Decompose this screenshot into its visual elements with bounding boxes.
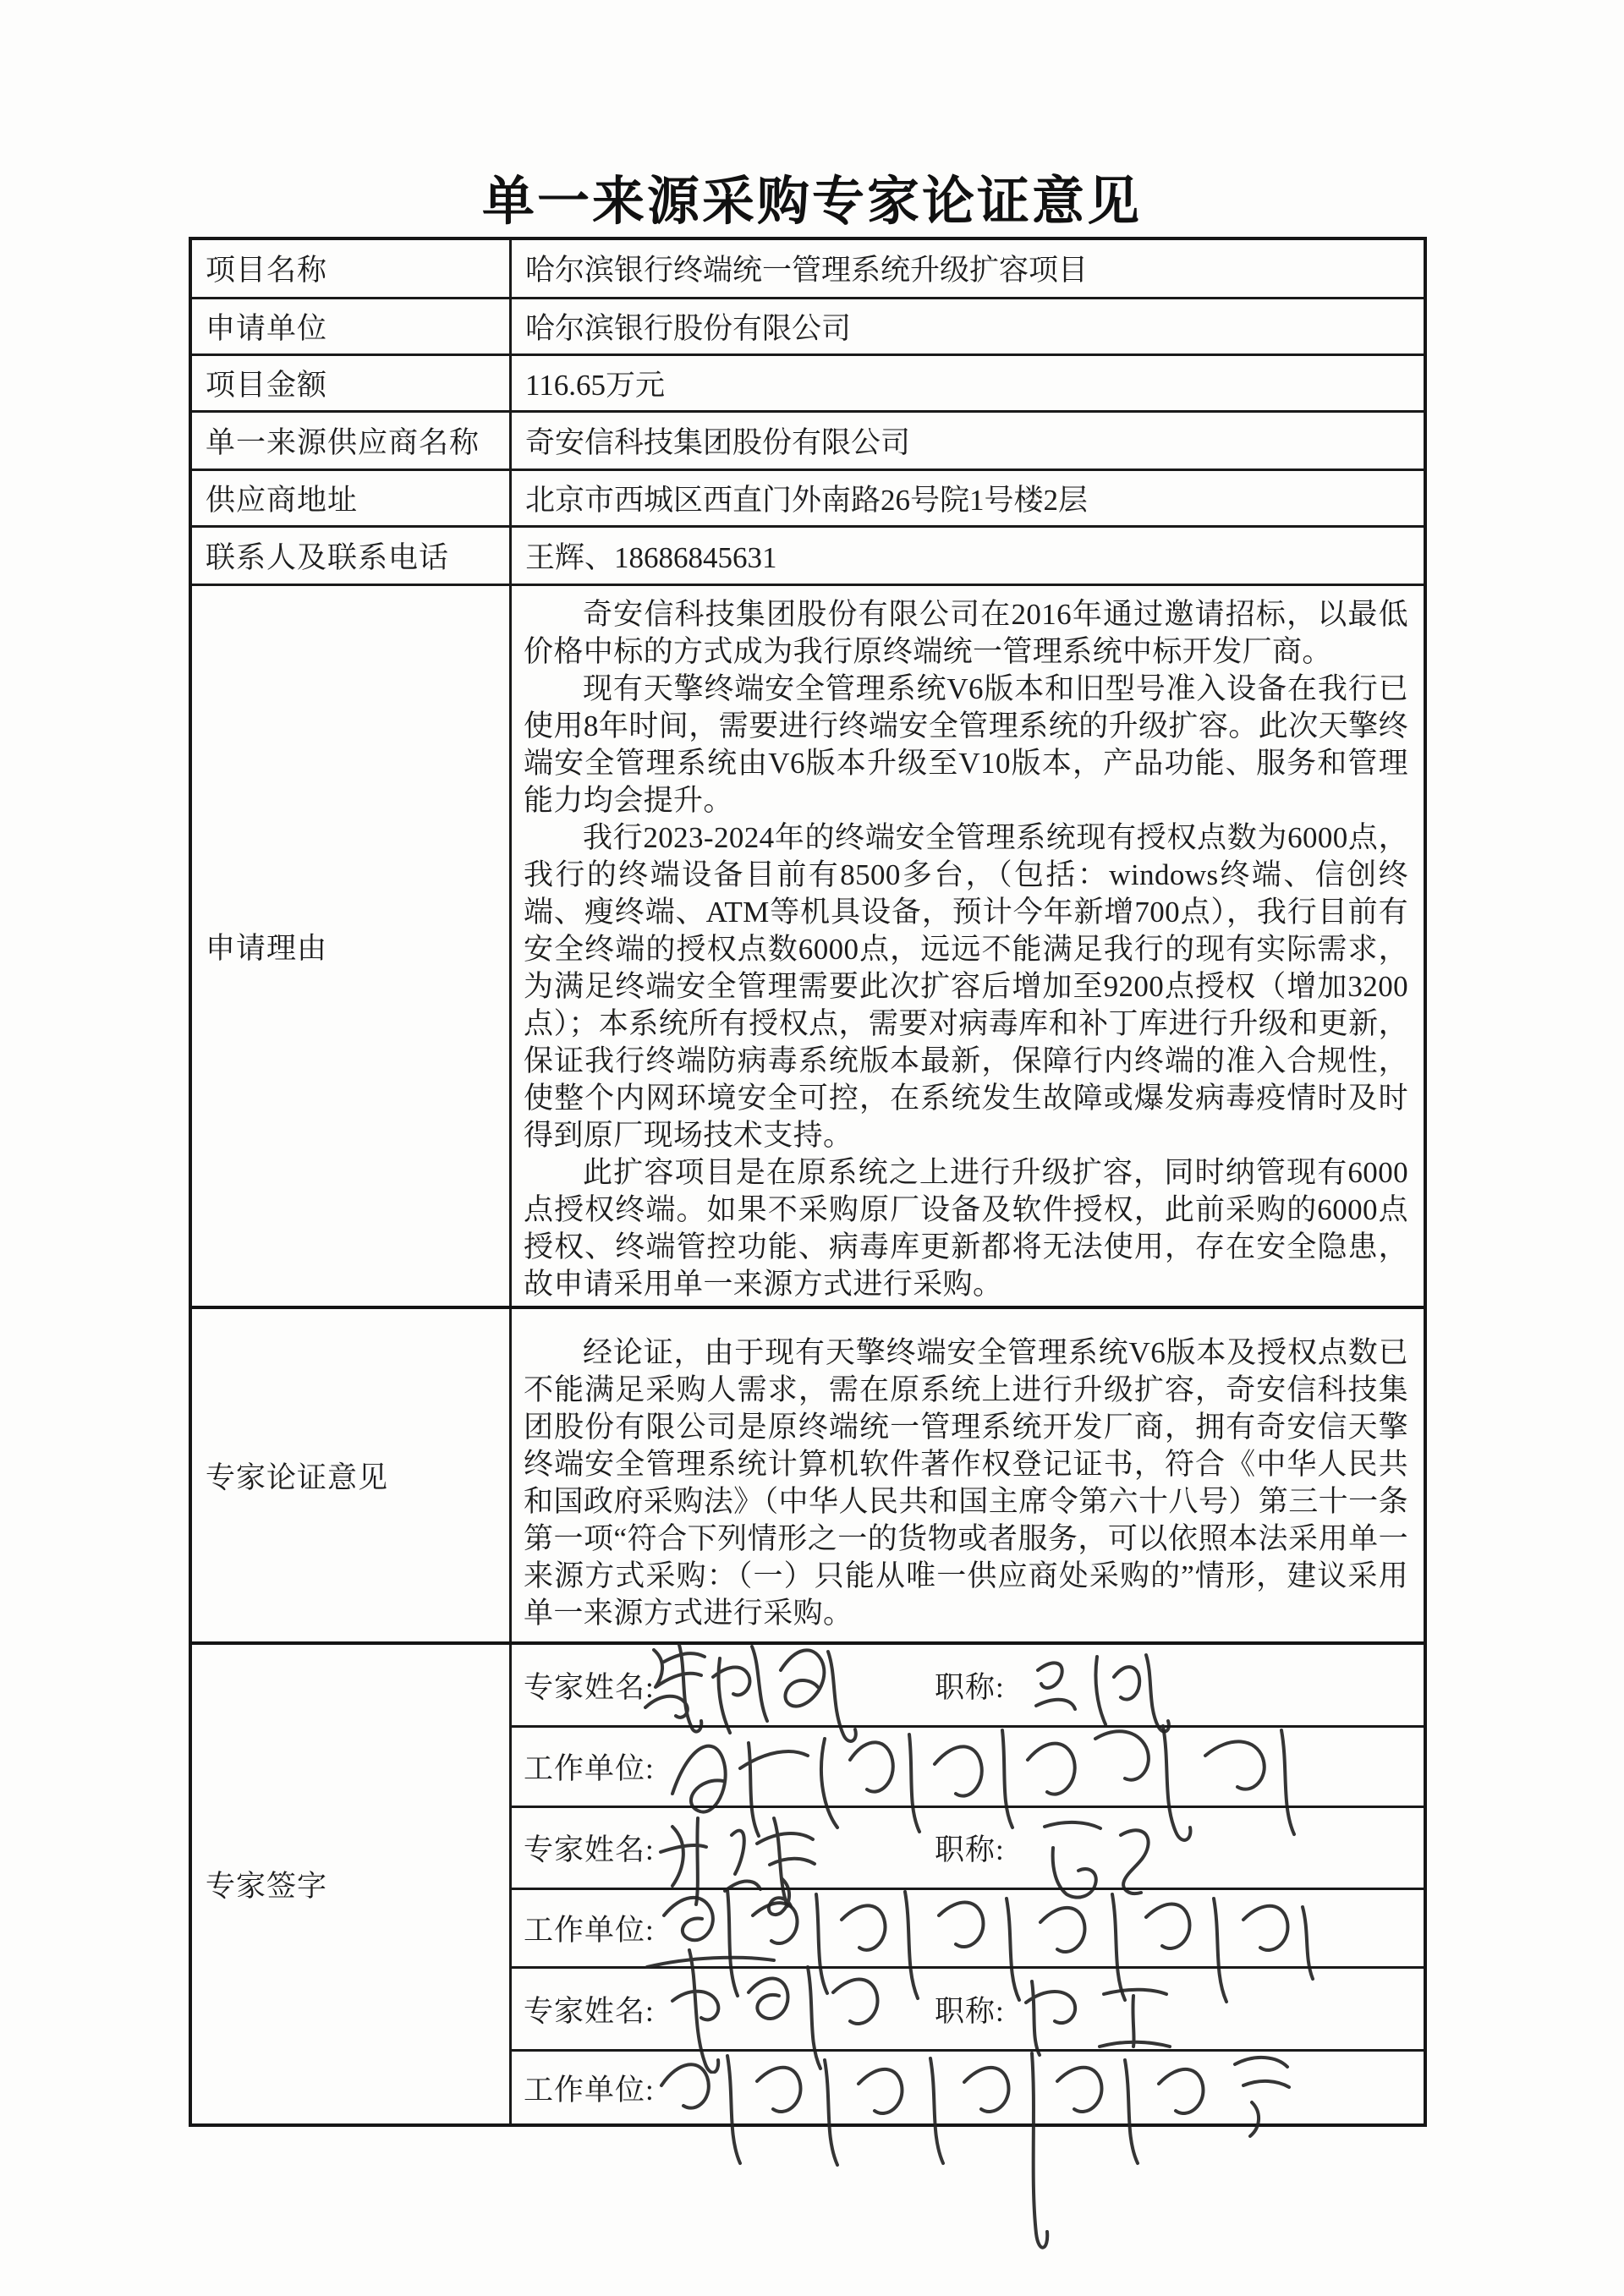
apply-reason-paragraph: 我行2023-2024年的终端安全管理系统现有授权点数为6000点，我行的终端设备目前有8500多台，（包括：windows终端、信创终端、瘦终端、ATM等机具设备，预计今年新增700点），我行目前有安全终端的授权点数6000点，远远不能满足我行的现有实际需求，为满足终端安全管理需要此次扩容后增加至9200点授权（增加3200点）；本系统所有授权点，需要对病毒库和补丁库进行升级和更新，保证我行终端防病毒系统版本最新，保障行内终端的准入合规性，使整个内网环境安全可控，在系统发生故障或爆发病毒疫情时及时得到原厂现场技术支持。 <box>524 820 1408 1152</box>
table-row <box>192 469 1424 525</box>
signature-row-expert2-name <box>512 1806 1424 1888</box>
signature-expert3-unit <box>651 2018 1345 2263</box>
table-row <box>192 353 1424 411</box>
table-row <box>192 240 1424 297</box>
signature-block <box>192 1641 1424 2123</box>
signature-row-expert1-name <box>512 1645 1424 1725</box>
row-label-project-name: 项目名称 <box>192 240 512 297</box>
signature-row-expert2-unit <box>512 1888 1424 1966</box>
apply-reason-paragraph: 奇安信科技集团股份有限公司在2016年通过邀请招标，以最低价格中标的方式成为我行原终端统一管理系统中标开发厂商。 <box>524 597 1408 668</box>
table-row <box>192 525 1424 584</box>
row-value-applicant: 哈尔滨银行股份有限公司 <box>525 311 852 345</box>
expert-name-label: 专家姓名: <box>524 1994 655 2028</box>
expert-opinion-label: 专家论证意见 <box>192 1309 512 1641</box>
expert-name-label: 专家姓名: <box>524 1670 655 1704</box>
expert-opinion-row <box>192 1306 1424 1641</box>
expert-title-label: 职称: <box>935 1833 1005 1867</box>
expert-opinion-text <box>512 1309 1424 1641</box>
row-value-amount: 116.65万元 <box>525 368 665 402</box>
apply-reason-paragraph: 此扩容项目是在原系统之上进行升级扩容，同时纳管现有6000点授权终端。如果不采购原厂设备及软件授权，此前采购的6000点授权、终端管控功能、病毒库更新都将无法使用，存在安全隐患，故申请采用单一来源方式进行采购。 <box>524 1155 1408 1301</box>
document-title: 单一来源采购专家论证意见 <box>481 173 1142 231</box>
work-unit-label: 工作单位: <box>524 2073 655 2107</box>
signature-row-expert3-name <box>512 1966 1424 2049</box>
row-label-applicant: 申请单位 <box>192 299 512 353</box>
row-value-supplier-address: 北京市西城区西直门外南路26号院1号楼2层 <box>525 483 1089 517</box>
form-table <box>189 237 1427 2127</box>
row-label-supplier-address: 供应商地址 <box>192 471 512 525</box>
row-label-supplier-name: 单一来源供应商名称 <box>192 413 512 469</box>
row-value-supplier-name: 奇安信科技集团股份有限公司 <box>525 426 911 460</box>
signature-row-expert1-unit <box>512 1725 1424 1806</box>
expert-opinion-paragraph: 经论证，由于现有天擎终端安全管理系统V6版本及授权点数已不能满足采购人需求，需在原系统上进行升级扩容，奇安信科技集团股份有限公司是原终端统一管理系统开发厂商，拥有奇安信天擎终端安全管理系统计算机软件著作权登记证书，符合《中华人民共和国政府采购法》（中华人民共和国主席令第六十八号）第三十一条第一项“符合下列情形之一的货物或者服务，可以依照本法采用单一来源方式采购：（一）只能从唯一供应商处采购的”情形，建议采用单一来源方式进行采购。 <box>524 1336 1408 1630</box>
expert-title-label: 职称: <box>935 1994 1005 2028</box>
row-label-amount: 项目金额 <box>192 356 512 411</box>
signature-expert1-title <box>1019 1633 1171 1734</box>
apply-reason-text <box>512 586 1424 1307</box>
row-value-project-name: 哈尔滨银行终端统一管理系统升级扩容项目 <box>525 254 1089 288</box>
expert-name-label: 专家姓名: <box>524 1833 655 1867</box>
row-label-contact: 联系人及联系电话 <box>192 528 512 584</box>
work-unit-label: 工作单位: <box>524 1752 655 1786</box>
work-unit-label: 工作单位: <box>524 1914 655 1948</box>
expert-title-label: 职称: <box>935 1670 1005 1704</box>
apply-reason-row <box>192 584 1424 1307</box>
table-row <box>192 297 1424 353</box>
table-row <box>192 410 1424 469</box>
row-value-contact: 王辉、18686845631 <box>525 540 777 574</box>
apply-reason-paragraph: 现有天擎终端安全管理系统V6版本和旧型号准入设备在我行已使用8年时间，需要进行终端安全管理系统的升级扩容。此次天擎终端安全管理系统由V6版本升级至V10版本，产品功能、服务和管理能力均会提升。 <box>524 671 1408 817</box>
apply-reason-label: 申请理由 <box>192 586 512 1307</box>
signature-row-expert3-unit <box>512 2049 1424 2123</box>
signature-block-label: 专家签字 <box>192 1645 512 2123</box>
signature-rows <box>512 1645 1424 2123</box>
